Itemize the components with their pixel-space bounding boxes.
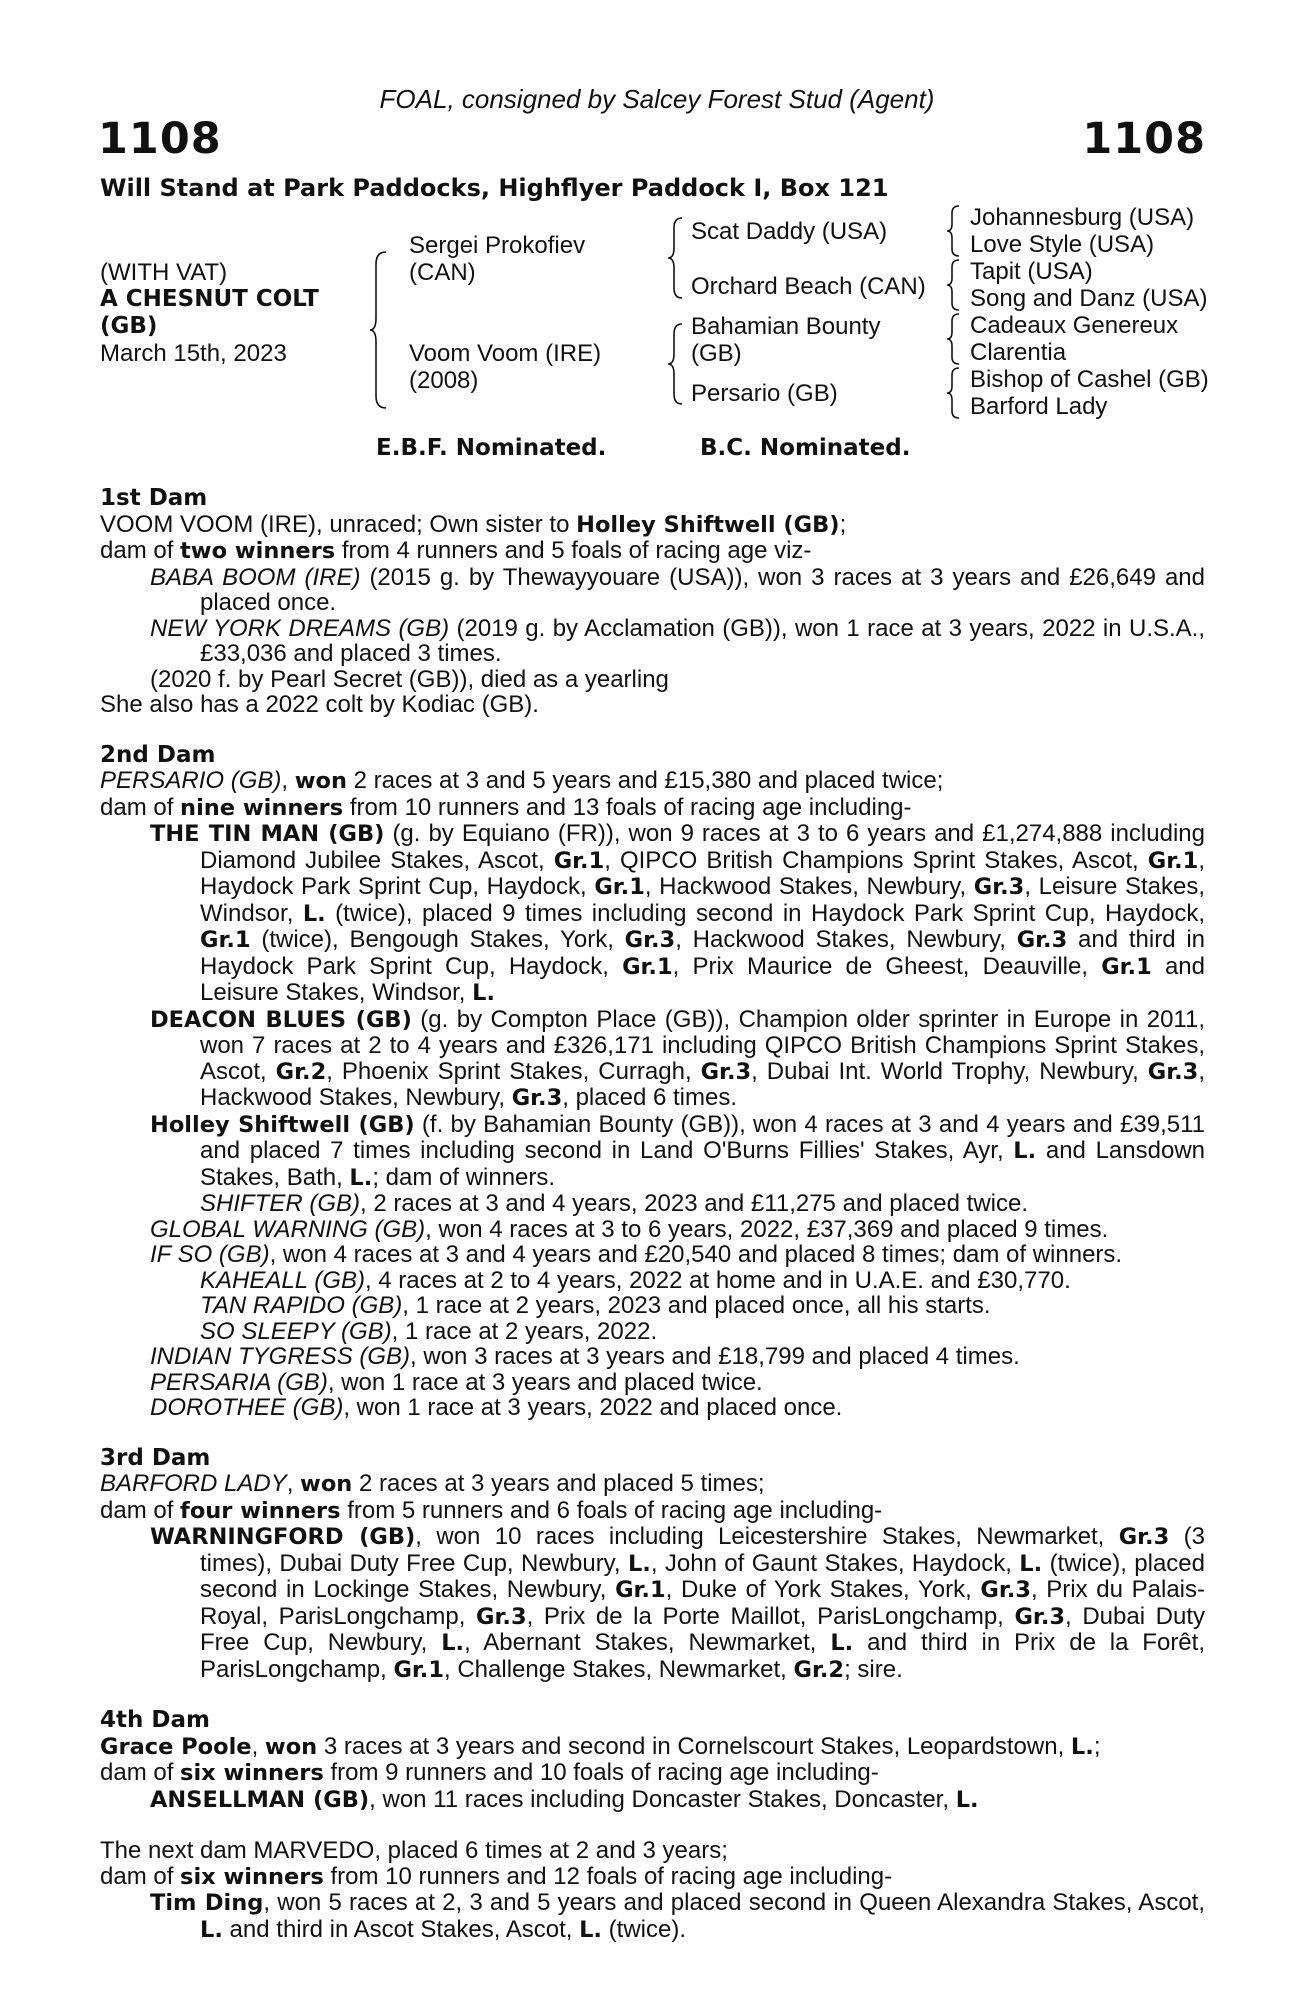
progeny-entry [100, 1787, 1205, 1814]
pedigree-brace-sd [945, 258, 963, 312]
pedigree-brace-sire [666, 216, 686, 300]
race-grade: Gr.3 [624, 927, 676, 953]
text: (g. by Compton Place (GB)), Champion older sprinter in Europe in 2011, won 7 races at 2 to 4 years and £326,171 including QIPCO British Champions Sprint Stakes, Ascot, [200, 1005, 1205, 1085]
winners-count: two winners [180, 538, 336, 564]
dam-line [100, 1471, 1205, 1498]
race-grade: Gr.2 [793, 1656, 845, 1683]
next-dam-section [100, 1838, 1205, 1943]
lot-number-right: 1108 [1082, 114, 1206, 164]
dam-dam: Persario (GB) [691, 380, 838, 407]
text: ; dam of winners. [372, 1163, 556, 1191]
race-grade: Gr.3 [1147, 1058, 1199, 1085]
text: , Haydock Park Sprint Cup, Haydock, [200, 846, 1205, 900]
text: (twice), placed 9 times including second in Haydock Park Sprint Cup, Haydock, [325, 899, 1205, 927]
horse-name: Tim Ding [150, 1890, 264, 1916]
text: and third in Ascot Stakes, Ascot, [222, 1915, 580, 1943]
text: , Hackwood Stakes, Newbury, [200, 1057, 1206, 1111]
race-grade: Gr.3 [1014, 1603, 1066, 1630]
text: (twice), Bengough Stakes, York, [250, 926, 625, 953]
race-grade: Gr.1 [594, 874, 645, 900]
race-grade: Gr.1 [615, 1577, 666, 1603]
horse-name: KAHEALL (GB) [200, 1266, 365, 1294]
race-grade: Gr.3 [700, 1058, 752, 1085]
ancestor-ddd: Barford Lady [970, 393, 1108, 420]
progeny-entry [100, 1395, 1205, 1421]
race-grade: Gr.3 [973, 874, 1025, 900]
text: , [286, 1470, 301, 1497]
text: , won 4 races at 3 to 6 years, 2022, £37,369 and placed 9 times. [425, 1215, 1109, 1243]
race-grade: L. [1070, 1733, 1094, 1760]
progeny-entry [100, 1293, 1205, 1319]
horse-name: SO SLEEPY (GB) [200, 1317, 392, 1345]
horse-name: THE TIN MAN (GB) [150, 821, 385, 847]
produce-record [100, 486, 1205, 1943]
race-grade: Gr.1 [1101, 953, 1152, 980]
race-grade: Gr.3 [511, 1085, 563, 1111]
text: (f. by Bahamian Bounty (GB)), won 4 races at 3 and 4 years and £39,511 and placed 7 times including second in Land O'Burns Fillies' Stakes, Ayr, [200, 1110, 1205, 1164]
ancestor-dsd: Clarentia [970, 339, 1067, 366]
progeny-entry [100, 1217, 1205, 1243]
spacer [100, 718, 1205, 743]
dam-sire-country: (GB) [691, 340, 742, 367]
winners-count: four winners [180, 1497, 341, 1524]
horse-name: Grace Poole [100, 1733, 252, 1760]
text: dam of [100, 793, 181, 821]
progeny-entry [100, 1370, 1205, 1396]
text: , Challenge Stakes, Newmarket, [444, 1655, 794, 1683]
dam-sire: Bahamian Bounty [691, 313, 881, 340]
text: (2015 g. by Thewayyouare (USA)), won 3 races at 3 years and £26,649 and placed once. [200, 563, 1205, 616]
progeny-entry [100, 616, 1205, 667]
stable-location: Will Stand at Park Paddocks, Highflyer Paddock I, Box 121 [100, 174, 889, 202]
lot-number-left: 1108 [98, 114, 222, 164]
winners-count: six winners [180, 1863, 324, 1890]
text: ; sire. [844, 1655, 903, 1683]
text: , Leisure Stakes, Windsor, [200, 873, 1205, 927]
ancestor-sdd: Song and Danz (USA) [970, 285, 1208, 312]
spacer [100, 1421, 1205, 1446]
text: , Phoenix Sprint Stakes, Curragh, [326, 1057, 701, 1085]
race-grade: L. [627, 1550, 651, 1577]
won-label: won [294, 768, 347, 794]
text: , Prix Maurice de Gheest, Deauville, [672, 952, 1102, 980]
text: , won 5 races at 2, 3 and 5 years and placed second in Queen Alexandra Stakes, Ascot, [263, 1889, 1205, 1916]
text: , Hackwood Stakes, Newbury, [644, 873, 974, 900]
text: , 1 race at 2 years, 2023 and placed once, all his starts. [402, 1292, 991, 1319]
horse-name: IF SO (GB) [150, 1241, 270, 1268]
dam-line [100, 768, 1205, 795]
race-grade: Gr.1 [553, 847, 605, 874]
ancestor-sss: Johannesburg (USA) [970, 204, 1195, 231]
text: dam of [100, 1759, 181, 1786]
text: ; [1093, 1732, 1101, 1760]
text: ; [839, 510, 847, 538]
horse-name: DOROTHEE (GB) [150, 1394, 344, 1421]
horse-name: BARFORD LADY [100, 1470, 287, 1497]
horse-name: BABA BOOM (IRE) [150, 563, 361, 591]
consignor-line: FOAL, consigned by Salcey Forest Stud (Agent) [379, 84, 935, 114]
text: , Dubai Int. World Trophy, Newbury, [751, 1057, 1148, 1085]
text: , won 10 races including Leicestershire Stakes, Newmarket, [415, 1523, 1119, 1550]
first-dam-section [100, 486, 1205, 718]
dam-name: Voom Voom (IRE) [409, 340, 602, 367]
spacer [100, 1813, 1205, 1838]
progeny-entry [100, 1344, 1205, 1370]
pedigree-brace-ss [945, 204, 963, 258]
text: , Duke of York Stakes, York, [665, 1576, 981, 1603]
dam-note: She also has a 2022 colt by Kodiac (GB). [100, 691, 539, 718]
race-grade: Gr.2 [275, 1058, 327, 1085]
third-dam-section [100, 1446, 1205, 1684]
race-grade: L. [349, 1164, 373, 1191]
race-grade: Gr.3 [980, 1577, 1031, 1603]
horse-name: WARNINGFORD (GB) [150, 1524, 416, 1550]
race-grade: L. [200, 1916, 223, 1943]
race-grade: Gr.1 [200, 927, 251, 953]
won-label: won [300, 1471, 353, 1497]
dam-line [100, 1734, 1205, 1761]
pedigree-brace-gen1 [368, 250, 390, 410]
text: and third in Prix de la Forêt, ParisLongchamp, [200, 1629, 1205, 1683]
horse-name: GLOBAL WARNING (GB) [150, 1215, 426, 1243]
winners-count: nine winners [180, 794, 344, 821]
race-grade: L. [472, 980, 496, 1006]
text: , QIPCO British Champions Sprint Stakes, Ascot, [604, 846, 1148, 874]
text: from 5 runners and 6 foals of racing age including- [340, 1496, 883, 1524]
dam-year: (2008) [409, 367, 479, 394]
winners-count: six winners [180, 1760, 324, 1786]
race-grade: Gr.1 [1147, 847, 1199, 874]
text: (twice). [601, 1915, 686, 1943]
race-grade: L. [302, 900, 326, 927]
dam-line: The next dam MARVEDO, placed 6 times at 2 and 3 years; [100, 1837, 728, 1864]
progeny-entry [100, 1268, 1205, 1294]
text: , 2 races at 3 and 4 years, 2023 and £11,275 and placed twice. [360, 1190, 1029, 1217]
progeny-entry: (2020 f. by Pearl Secret (GB)), died as a yearling [150, 665, 669, 693]
text: , won 11 races including Doncaster Stakes, Doncaster, [369, 1785, 956, 1813]
dam-summary [100, 1864, 1205, 1891]
text: , won 1 race at 3 years and placed twice. [327, 1368, 763, 1396]
second-dam-section [100, 743, 1205, 1421]
text: (3 times), Dubai Duty Free Cup, Newbury, [200, 1523, 1205, 1577]
progeny-entry [100, 821, 1205, 1007]
text: , 4 races at 2 to 4 years, 2022 at home and in U.A.E. and £30,770. [364, 1266, 1071, 1294]
sire-dam: Orchard Beach (CAN) [691, 273, 926, 300]
ancestor-sds: Tapit (USA) [970, 258, 1093, 285]
dam-summary [100, 1498, 1205, 1525]
text: , won 1 race at 3 years, 2022 and placed once. [343, 1394, 843, 1421]
text: , Dubai Duty Free Cup, Newbury, [200, 1602, 1205, 1656]
horse-name: A CHESNUT COLT [100, 286, 319, 312]
text: from 10 runners and 12 foals of racing age including- [323, 1862, 893, 1890]
race-grade: Gr.1 [393, 1656, 445, 1683]
horse-name: TAN RAPIDO (GB) [200, 1292, 403, 1319]
section-heading: 2nd Dam [100, 741, 216, 768]
dam-summary [100, 1760, 1205, 1787]
text: and third in Haydock Park Sprint Cup, Haydock, [200, 926, 1205, 980]
spacer [100, 1683, 1205, 1708]
text: 2 races at 3 and 5 years and £15,380 and placed twice; [346, 767, 944, 794]
text: , placed 6 times. [562, 1084, 737, 1111]
text: , Prix de la Porte Maillot, ParisLongchamp, [526, 1602, 1015, 1630]
race-grade: L. [579, 1916, 602, 1943]
sire-country: (CAN) [409, 259, 476, 286]
race-grade: L. [830, 1630, 854, 1656]
foaling-date: March 15th, 2023 [100, 340, 287, 367]
text: and Lansdown Stakes, Bath, [200, 1137, 1206, 1191]
ancestor-ssd: Love Style (USA) [970, 231, 1155, 258]
horse-name: PERSARIA (GB) [150, 1368, 328, 1396]
race-grade: Gr.3 [1016, 927, 1068, 953]
race-grade: L. [441, 1630, 465, 1656]
ancestor-dds: Bishop of Cashel (GB) [970, 366, 1209, 393]
ancestor-dss: Cadeaux Genereux [970, 312, 1179, 339]
text: , 1 race at 2 years, 2022. [391, 1317, 658, 1345]
text: , [251, 1732, 265, 1760]
text: dam of [100, 1862, 181, 1890]
text: 2 races at 3 years and placed 5 times; [352, 1470, 765, 1497]
text: dam of [100, 537, 181, 564]
won-label: won [264, 1733, 318, 1760]
progeny-entry [100, 1191, 1205, 1217]
progeny-entry [100, 1319, 1205, 1345]
progeny-entry [100, 1112, 1205, 1192]
text: , John of Gaunt Stakes, Haydock, [650, 1549, 1020, 1577]
text: , won 3 races at 3 years and £18,799 and placed 4 times. [410, 1343, 1020, 1370]
horse-name: Holley Shiftwell (GB) [576, 511, 840, 538]
text: (2019 g. by Acclamation (GB)), won 1 race at 3 years, 2022 in U.S.A., £33,036 and placed 3 times. [200, 614, 1206, 667]
horse-name: Holley Shiftwell (GB) [150, 1111, 415, 1138]
horse-name: DEACON BLUES (GB) [150, 1006, 412, 1033]
horse-name: ANSELLMAN (GB) [150, 1786, 370, 1813]
text: , Hackwood Stakes, Newbury, [675, 926, 1017, 953]
text: and Leisure Stakes, Windsor, [200, 952, 1205, 1006]
vat-note: (WITH VAT) [100, 259, 228, 286]
horse-name: SHIFTER (GB) [200, 1190, 360, 1217]
pedigree-brace-ds [945, 312, 963, 366]
race-grade: L. [955, 1786, 979, 1813]
ebf-nomination: E.B.F. Nominated. [376, 435, 607, 461]
horse-name: PERSARIO (GB) [100, 767, 282, 794]
horse-country: (GB) [100, 313, 158, 339]
race-grade: Gr.1 [622, 953, 673, 980]
horse-name: INDIAN TYGRESS (GB) [150, 1343, 411, 1370]
text: dam of [100, 1496, 181, 1524]
pedigree-brace-dd [945, 366, 963, 420]
progeny-entry [100, 1890, 1205, 1943]
progeny-entry [100, 1524, 1205, 1683]
text: VOOM VOOM (IRE), unraced; Own sister to [100, 510, 577, 538]
text: (twice), placed second in Lockinge Stakes, Newbury, [200, 1549, 1205, 1603]
text: 3 races at 3 years and second in Cornelscourt Stakes, Leopardstown, [317, 1732, 1071, 1760]
fourth-dam-section [100, 1708, 1205, 1813]
text: from 9 runners and 10 foals of racing age including- [323, 1759, 879, 1786]
horse-name: NEW YORK DREAMS (GB) [150, 614, 450, 642]
dam-line [100, 512, 1205, 539]
text: from 10 runners and 13 foals of racing age including- [343, 793, 912, 821]
section-heading: 1st Dam [100, 485, 208, 511]
text: , won 4 races at 3 and 4 years and £20,540 and placed 8 times; dam of winners. [269, 1241, 1123, 1268]
dam-summary [100, 795, 1205, 822]
section-heading: 3rd Dam [100, 1444, 211, 1471]
section-heading: 4th Dam [100, 1707, 210, 1733]
race-grade: Gr.3 [476, 1603, 527, 1630]
bc-nomination: B.C. Nominated. [700, 435, 911, 461]
sire-sire: Scat Daddy (USA) [691, 218, 888, 245]
race-grade: L. [1013, 1138, 1037, 1164]
progeny-entry [100, 1007, 1205, 1112]
text: , [281, 767, 295, 794]
text: , Abernant Stakes, Newmarket, [464, 1629, 831, 1656]
race-grade: L. [1019, 1550, 1043, 1577]
text: , Prix du Palais-Royal, ParisLongchamp, [200, 1576, 1205, 1630]
text: from 4 runners and 5 foals of racing age viz- [335, 537, 812, 564]
dam-summary [100, 538, 1205, 565]
progeny-entry [100, 1242, 1205, 1268]
progeny-entry [100, 565, 1205, 616]
text: (g. by Equiano (FR)), won 9 races at 3 to 6 years and £1,274,888 including Diamond Jubilee Stakes, Ascot, [200, 820, 1205, 874]
pedigree-brace-dam [666, 322, 686, 406]
race-grade: Gr.3 [1118, 1524, 1170, 1550]
sire-name: Sergei Prokofiev [409, 232, 586, 259]
